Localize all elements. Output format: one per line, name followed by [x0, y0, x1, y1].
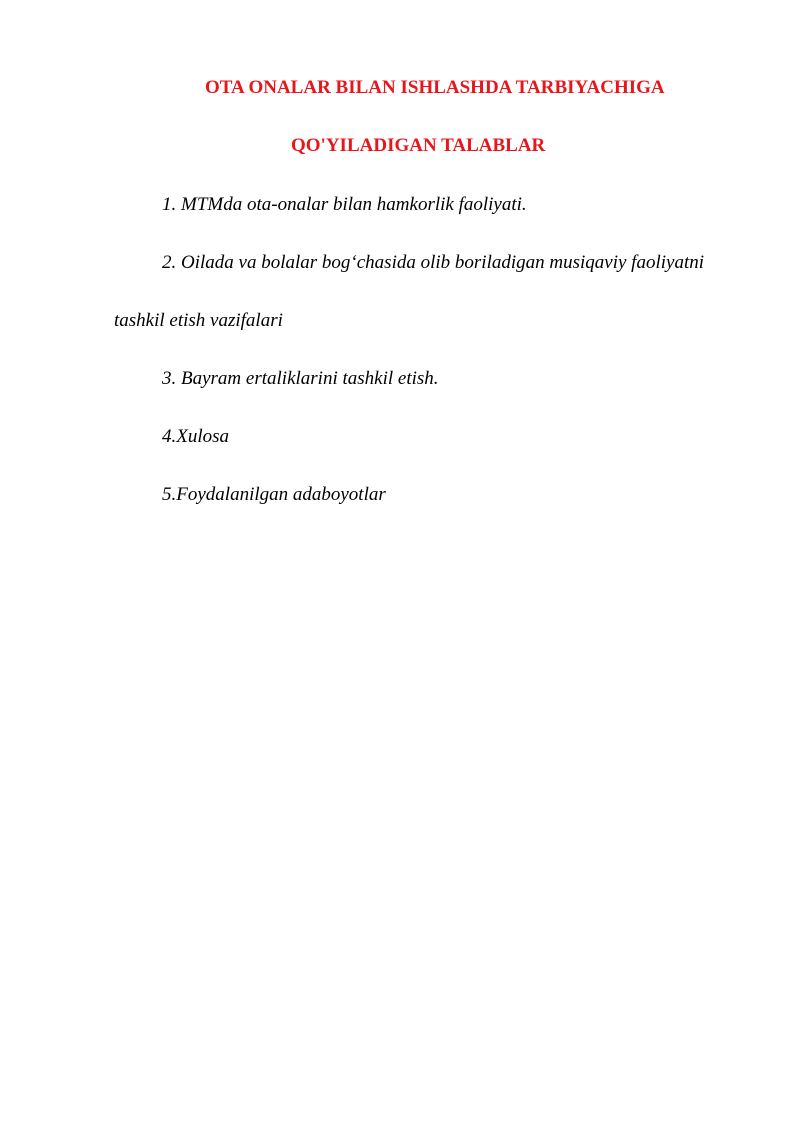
- document-title-line-1: OTA ONALAR BILAN ISHLASHDA TARBIYACHIGA: [205, 77, 665, 98]
- list-item-2-continuation: tashkil etish vazifalari: [114, 310, 283, 331]
- list-item-2: 2. Oilada va bolalar bog‘chasida olib boriladigan musiqaviy faoliyatni: [162, 252, 705, 273]
- document-title-line-2: QO'YILADIGAN TALABLAR: [291, 135, 546, 156]
- list-item-3: 3. Bayram ertaliklarini tashkil etish.: [162, 368, 439, 389]
- list-item-5: 5.Foydalanilgan adaboyotlar: [162, 484, 386, 505]
- list-item-1: 1. MTMda ota-onalar bilan hamkorlik faoliyati.: [162, 194, 527, 215]
- list-item-4: 4.Xulosa: [162, 426, 230, 447]
